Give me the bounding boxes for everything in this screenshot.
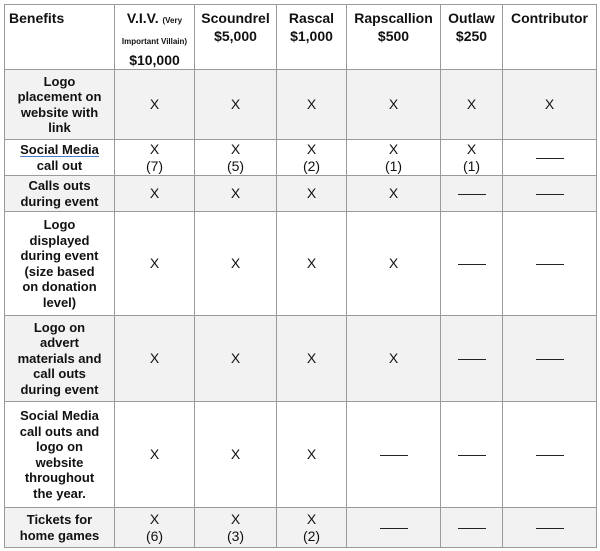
included-mark: X	[149, 185, 160, 201]
benefit-label-line: throughout	[24, 470, 95, 485]
not-included-dash	[458, 359, 486, 360]
benefit-cell	[115, 316, 195, 402]
benefit-cell	[115, 402, 195, 508]
benefit-cell	[115, 140, 195, 176]
not-included-dash	[380, 528, 408, 529]
included-mark: X	[306, 255, 317, 271]
included-mark: X	[230, 96, 241, 112]
table-row	[5, 70, 597, 140]
included-mark: X	[466, 140, 477, 157]
included-mark: X	[149, 255, 160, 271]
benefit-cell	[195, 140, 277, 176]
benefit-label-line: during event	[20, 248, 99, 263]
tier-header-rapscallion: Rapscallion $500	[347, 5, 441, 70]
benefit-count: (3)	[226, 527, 245, 544]
not-included-dash	[380, 455, 408, 456]
included-mark: X	[544, 96, 555, 112]
included-mark: X	[149, 446, 160, 462]
included-mark: X	[230, 446, 241, 462]
included-mark: X	[388, 185, 399, 201]
benefit-cell	[347, 508, 441, 548]
included-mark: X	[230, 185, 241, 201]
benefit-label	[5, 212, 115, 316]
benefit-cell	[347, 70, 441, 140]
included-mark: X	[149, 350, 160, 366]
benefit-label-line: (size based	[24, 263, 95, 279]
table-row	[5, 212, 597, 316]
not-included-dash	[536, 455, 564, 456]
benefits-header: Benefits	[5, 5, 115, 70]
benefit-label-line: Tickets for	[26, 512, 93, 527]
included-mark: X	[306, 185, 317, 201]
included-mark: X	[306, 510, 317, 527]
included-mark: X	[149, 96, 160, 112]
benefit-label	[5, 140, 115, 176]
table-row	[5, 402, 597, 508]
table-row	[5, 176, 597, 212]
benefit-cell	[347, 212, 441, 316]
header-row	[5, 5, 597, 70]
benefit-label-line: during event	[20, 381, 99, 397]
benefit-cell	[277, 316, 347, 402]
benefit-label-line: Calls outs	[28, 178, 91, 193]
benefit-label	[5, 70, 115, 140]
table-row	[5, 140, 597, 176]
benefit-label-line: Logo	[43, 73, 76, 89]
included-mark: X	[306, 350, 317, 366]
included-mark: X	[149, 510, 160, 527]
benefit-cell	[277, 212, 347, 316]
benefit-cell	[503, 70, 597, 140]
benefit-label-line: advert	[39, 335, 80, 351]
benefit-cell	[441, 70, 503, 140]
benefit-cell	[277, 70, 347, 140]
included-mark: X	[466, 96, 477, 112]
benefit-label	[5, 508, 115, 548]
not-included-dash	[458, 264, 486, 265]
benefit-cell	[195, 176, 277, 212]
benefit-label-line: call outs	[33, 366, 86, 382]
benefit-label-line: placement on	[17, 89, 102, 104]
included-mark: X	[149, 140, 160, 157]
not-included-dash	[536, 158, 564, 159]
tier-sub-viv: (Very Important Villain)	[121, 16, 188, 46]
benefit-label	[5, 402, 115, 508]
included-mark: X	[306, 96, 317, 112]
benefit-label-line: materials and	[17, 350, 102, 366]
benefit-cell	[503, 140, 597, 176]
not-included-dash	[458, 194, 486, 195]
benefit-cell	[195, 70, 277, 140]
benefit-label-line: Social Media	[20, 408, 99, 423]
benefit-cell	[441, 212, 503, 316]
tier-header-scoundrel: Scoundrel $5,000	[195, 5, 277, 70]
benefit-cell	[503, 402, 597, 508]
table-row	[5, 508, 597, 548]
benefit-rows	[5, 70, 597, 548]
benefit-label-line: Social Media	[20, 142, 99, 157]
benefit-count: (6)	[145, 527, 164, 544]
benefit-label-line: Logo on	[33, 319, 86, 335]
benefit-cell	[195, 402, 277, 508]
benefit-label-line: during event	[20, 193, 99, 209]
benefit-cell	[115, 212, 195, 316]
benefit-cell	[503, 176, 597, 212]
not-included-dash	[536, 528, 564, 529]
benefit-label-line: website	[35, 454, 84, 470]
benefit-cell	[195, 316, 277, 402]
benefit-cell	[277, 140, 347, 176]
benefit-label-line: Logo	[43, 217, 76, 232]
benefit-count: (7)	[145, 157, 164, 174]
not-included-dash	[458, 528, 486, 529]
benefit-cell	[277, 176, 347, 212]
benefit-count: (2)	[302, 157, 321, 174]
benefit-label-line: call outs and	[19, 423, 100, 439]
not-included-dash	[536, 194, 564, 195]
benefit-count: (1)	[384, 157, 403, 174]
included-mark: X	[230, 510, 241, 527]
tier-header-rascal: Rascal $1,000	[277, 5, 347, 70]
benefit-label	[5, 316, 115, 402]
benefit-cell	[503, 316, 597, 402]
included-mark: X	[306, 446, 317, 462]
benefit-label-line: level)	[42, 294, 77, 310]
benefit-cell	[441, 316, 503, 402]
benefit-cell	[503, 212, 597, 316]
included-mark: X	[306, 140, 317, 157]
benefit-cell	[277, 508, 347, 548]
included-mark: X	[230, 350, 241, 366]
benefit-cell	[441, 508, 503, 548]
included-mark: X	[230, 255, 241, 271]
included-mark: X	[230, 140, 241, 157]
benefit-label-line: home games	[19, 527, 100, 543]
included-mark: X	[388, 350, 399, 366]
benefit-label-line: call out	[36, 157, 83, 173]
benefit-cell	[347, 140, 441, 176]
benefit-cell	[441, 402, 503, 508]
tier-header-viv: V.I.V. (Very Important Villain) $10,000	[115, 5, 195, 70]
benefit-label-line: logo on	[36, 439, 83, 454]
benefit-label-line: link	[48, 120, 71, 135]
benefit-cell	[195, 212, 277, 316]
not-included-dash	[536, 359, 564, 360]
benefit-cell	[503, 508, 597, 548]
benefit-label-line: the year.	[33, 485, 86, 501]
included-mark: X	[388, 140, 399, 157]
included-mark: X	[388, 96, 399, 112]
not-included-dash	[458, 455, 486, 456]
benefit-cell	[195, 508, 277, 548]
not-included-dash	[536, 264, 564, 265]
benefit-label-line: displayed	[29, 232, 90, 248]
benefit-count: (1)	[462, 157, 481, 174]
benefit-label	[5, 176, 115, 212]
table-row	[5, 316, 597, 402]
benefit-cell	[277, 402, 347, 508]
benefit-cell	[347, 176, 441, 212]
benefit-cell	[115, 176, 195, 212]
benefits-table	[4, 4, 597, 548]
benefit-cell	[347, 316, 441, 402]
benefit-cell	[441, 140, 503, 176]
benefit-label-line: on donation	[22, 279, 97, 294]
benefit-label-line: website with	[20, 104, 99, 120]
benefit-count: (2)	[302, 527, 321, 544]
benefit-cell	[115, 70, 195, 140]
benefit-cell	[441, 176, 503, 212]
tier-header-contributor: Contributor	[503, 5, 597, 70]
tier-header-outlaw: Outlaw $250	[441, 5, 503, 70]
benefit-cell	[347, 402, 441, 508]
benefit-count: (5)	[226, 157, 245, 174]
included-mark: X	[388, 255, 399, 271]
benefit-cell	[115, 508, 195, 548]
